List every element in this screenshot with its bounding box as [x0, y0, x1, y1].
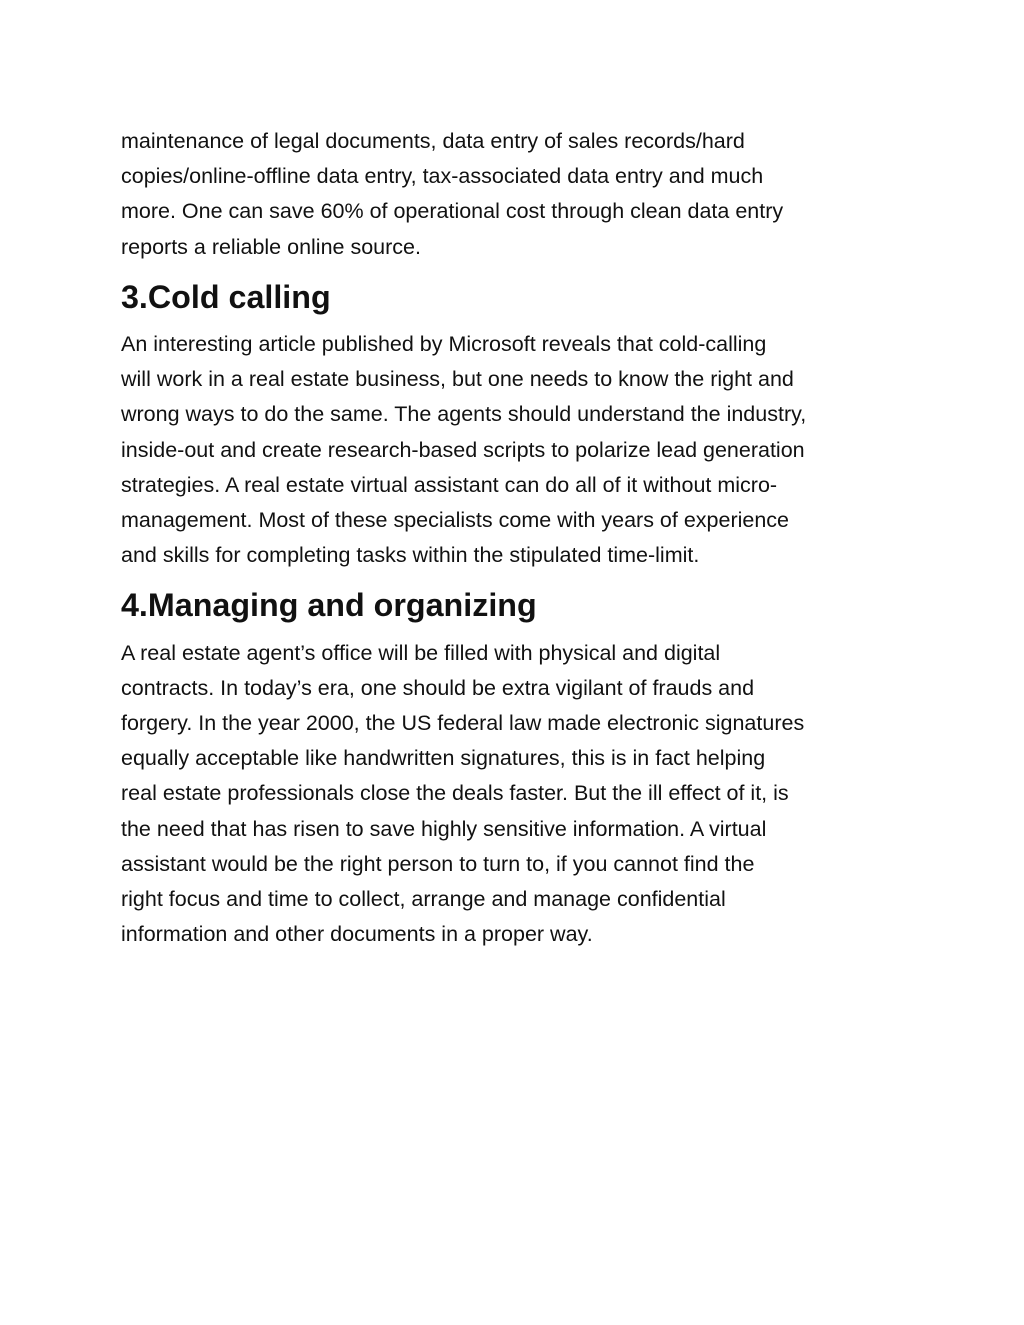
paragraph-line: right focus and time to collect, arrange and manage confidential [121, 887, 726, 912]
paragraph-line: wrong ways to do the same. The agents should understand the industry, [121, 402, 807, 427]
paragraph-line: inside-out and create research-based scripts to polarize lead generation [121, 437, 805, 462]
section-heading-cold-calling: 3.Cold calling [121, 278, 331, 315]
paragraph-line: forgery. In the year 2000, the US federal law made electronic signatures [121, 711, 805, 736]
paragraph-line: management. Most of these specialists come with years of experience [121, 508, 790, 533]
paragraph-line: An interesting article published by Microsoft reveals that cold-calling [121, 332, 767, 357]
document-body [121, 124, 911, 952]
paragraph-line: the need that has risen to save highly sensitive information. A virtual [121, 816, 767, 841]
paragraph-line: equally acceptable like handwritten signatures, this is in fact helping [121, 746, 766, 771]
managing-organizing-paragraph [121, 636, 911, 953]
paragraph-line: will work in a real estate business, but one needs to know the right and [121, 367, 794, 392]
paragraph-line: information and other documents in a proper way. [121, 922, 593, 947]
paragraph-line: maintenance of legal documents, data entry of sales records/hard [121, 129, 745, 153]
intro-paragraph [121, 124, 911, 265]
paragraph-line: copies/online-offline data entry, tax-associated data entry and much [121, 164, 764, 189]
paragraph-line: more. One can save 60% of operational cost through clean data entry [121, 199, 784, 224]
paragraph-line: A real estate agent’s office will be filled with physical and digital [121, 640, 721, 665]
paragraph-line: contracts. In today’s era, one should be extra vigilant of frauds and [121, 675, 755, 700]
paragraph-line: assistant would be the right person to turn to, if you cannot find the [121, 851, 755, 876]
paragraph-line: real estate professionals close the deals faster. But the ill effect of it, is [121, 781, 789, 806]
cold-calling-paragraph [121, 327, 911, 573]
paragraph-line: reports a reliable online source. [121, 234, 421, 259]
paragraph-line: strategies. A real estate virtual assistant can do all of it without micro- [121, 472, 778, 497]
section-heading-managing-organizing: 4.Managing and organizing [121, 587, 537, 624]
paragraph-line: and skills for completing tasks within the stipulated time-limit. [121, 543, 700, 568]
